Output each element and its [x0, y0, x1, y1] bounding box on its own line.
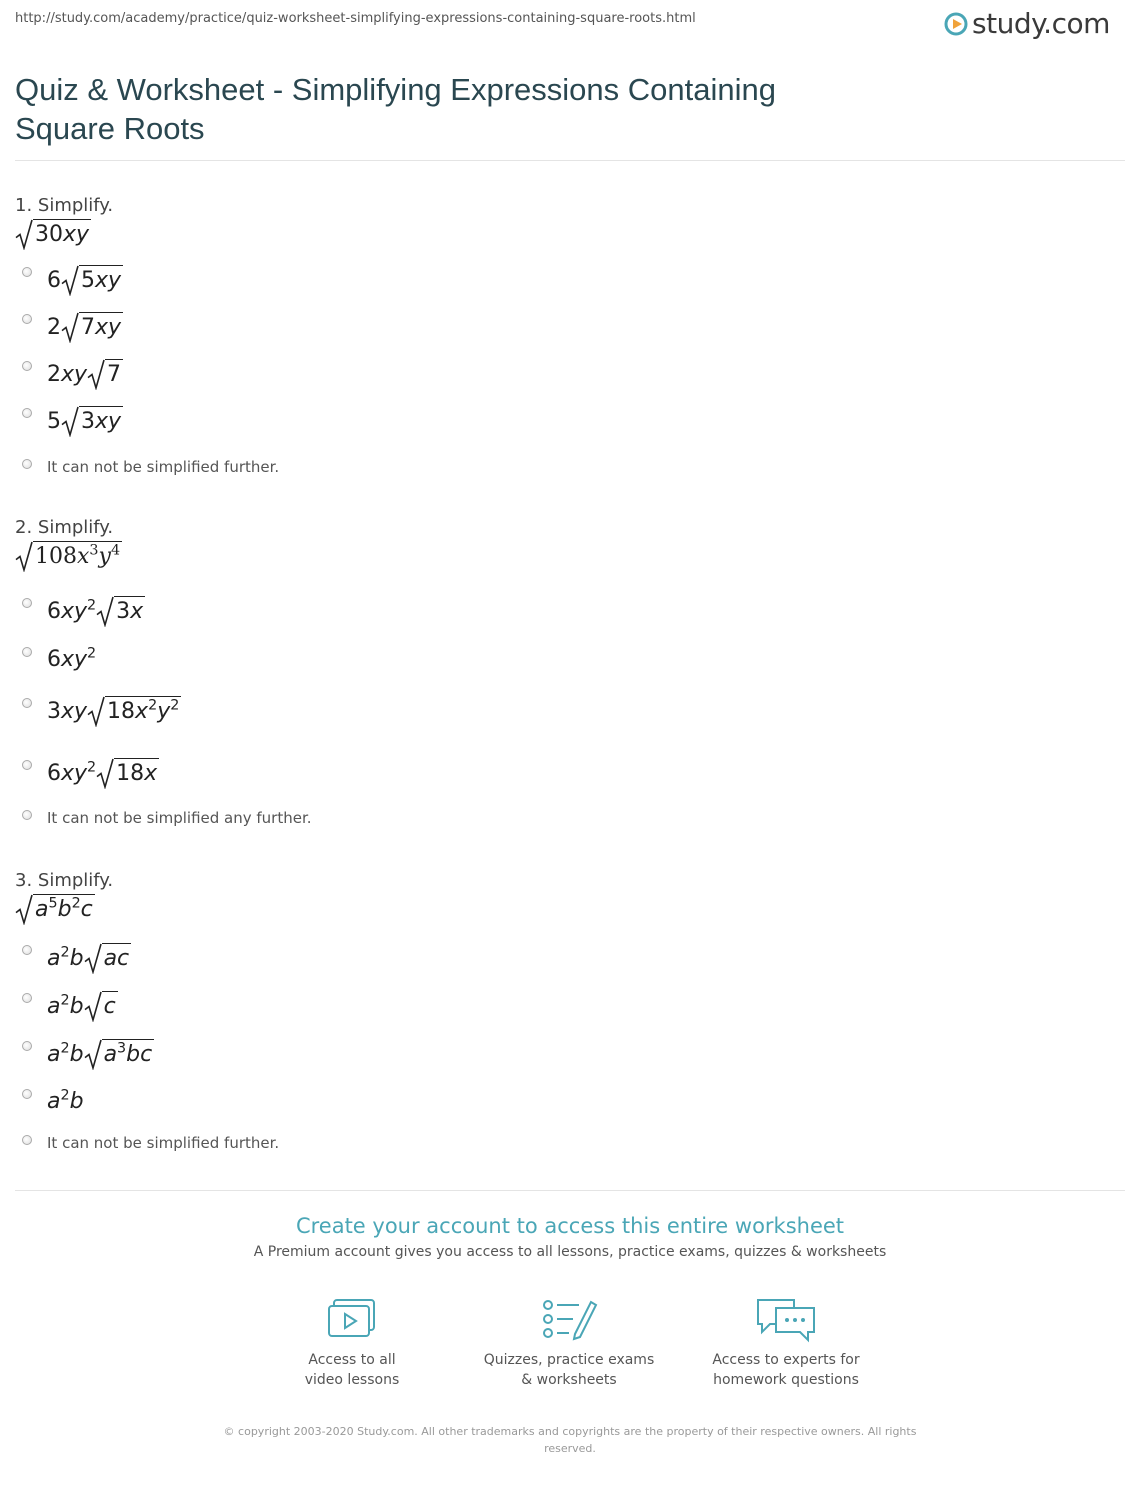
question-heading: 3. Simplify. [15, 870, 114, 891]
feature-label: Access to all video lessons [304, 1352, 400, 1388]
answer-option[interactable]: $a^2b$ [22, 1087, 84, 1117]
radio-button[interactable] [22, 314, 32, 324]
radio-button[interactable] [22, 993, 32, 1003]
radio-button[interactable] [22, 1041, 32, 1051]
page-title: Quiz & Worksheet - Simplifying Expressions Containing Square Roots [15, 72, 776, 146]
radio-button[interactable] [22, 945, 32, 955]
answer-option[interactable]: 5 3xy [22, 406, 123, 437]
question-expression: $108x^3y^4$ [15, 541, 122, 572]
radio-button[interactable] [22, 698, 32, 708]
option-text: It can not be simplified any further. [47, 809, 312, 827]
video-lessons-icon [324, 1296, 380, 1344]
radio-button[interactable] [22, 1135, 32, 1145]
answer-option[interactable]: $6xy^2$ 3x [22, 596, 145, 627]
answer-option[interactable] [22, 457, 279, 477]
question-heading: 2. Simplify. [15, 517, 114, 538]
option-text: It can not be simplified further. [47, 458, 280, 476]
radio-button[interactable] [22, 408, 32, 418]
feature-label: Access to experts for homework questions [712, 1352, 860, 1388]
answer-option[interactable] [22, 1133, 279, 1153]
radio-button[interactable] [22, 760, 32, 770]
feature-video-lessons [262, 1296, 442, 1390]
create-account-link[interactable]: Create your account to access this entire worksheet [295, 1214, 845, 1238]
play-logo-icon [944, 12, 968, 36]
radio-button[interactable] [22, 361, 32, 371]
radio-button[interactable] [22, 1089, 32, 1099]
quiz-checklist-icon [539, 1296, 599, 1344]
logo-text: study.com [972, 7, 1110, 40]
answer-option[interactable]: $6xy^2$ 18x [22, 758, 159, 789]
answer-option[interactable]: $a^2b$ $a^3bc$ [22, 1039, 154, 1070]
radio-button[interactable] [22, 267, 32, 277]
answer-option[interactable]: 2 7xy [22, 312, 123, 343]
answer-option[interactable]: $a^2b$ ac [22, 943, 131, 974]
question-heading: 1. Simplify. [15, 195, 114, 216]
question-3 [15, 870, 113, 925]
answer-option[interactable]: 6 5xy [22, 265, 123, 296]
question-expression: $a^5b^2c$ [15, 894, 113, 925]
copyright-text: © copyright 2003-2020 Study.com. All other trademarks and copyrights are the property of their respective owners. All rights reserved. [223, 1425, 917, 1455]
chat-experts-icon [754, 1296, 818, 1344]
study-logo[interactable] [944, 8, 1110, 40]
answer-option[interactable]: $6xy^2$ [22, 645, 96, 675]
question-2 [15, 517, 122, 572]
radio-button[interactable] [22, 459, 32, 469]
answer-option[interactable]: $a^2b$ c [22, 991, 118, 1022]
page-url: http://study.com/academy/practice/quiz-worksheet-simplifying-expressions-containing-square-roots.html [15, 11, 696, 26]
feature-experts [696, 1296, 876, 1390]
title-divider [15, 160, 1125, 161]
question-1 [15, 195, 113, 250]
answer-option[interactable] [22, 808, 312, 828]
cta-subtitle: A Premium account gives you access to all lessons, practice exams, quizzes & worksheets [253, 1244, 887, 1260]
radio-button[interactable] [22, 810, 32, 820]
option-text: It can not be simplified further. [47, 1134, 280, 1152]
feature-quizzes [479, 1296, 659, 1390]
radio-button[interactable] [22, 647, 32, 657]
feature-label: Quizzes, practice exams & worksheets [483, 1352, 655, 1388]
answer-option[interactable]: 2xy 7 [22, 359, 123, 390]
question-expression: 30xy [15, 219, 113, 250]
radio-button[interactable] [22, 598, 32, 608]
cta-divider [15, 1190, 1125, 1191]
answer-option[interactable]: 3xy $18x^2y^2$ [22, 696, 181, 727]
